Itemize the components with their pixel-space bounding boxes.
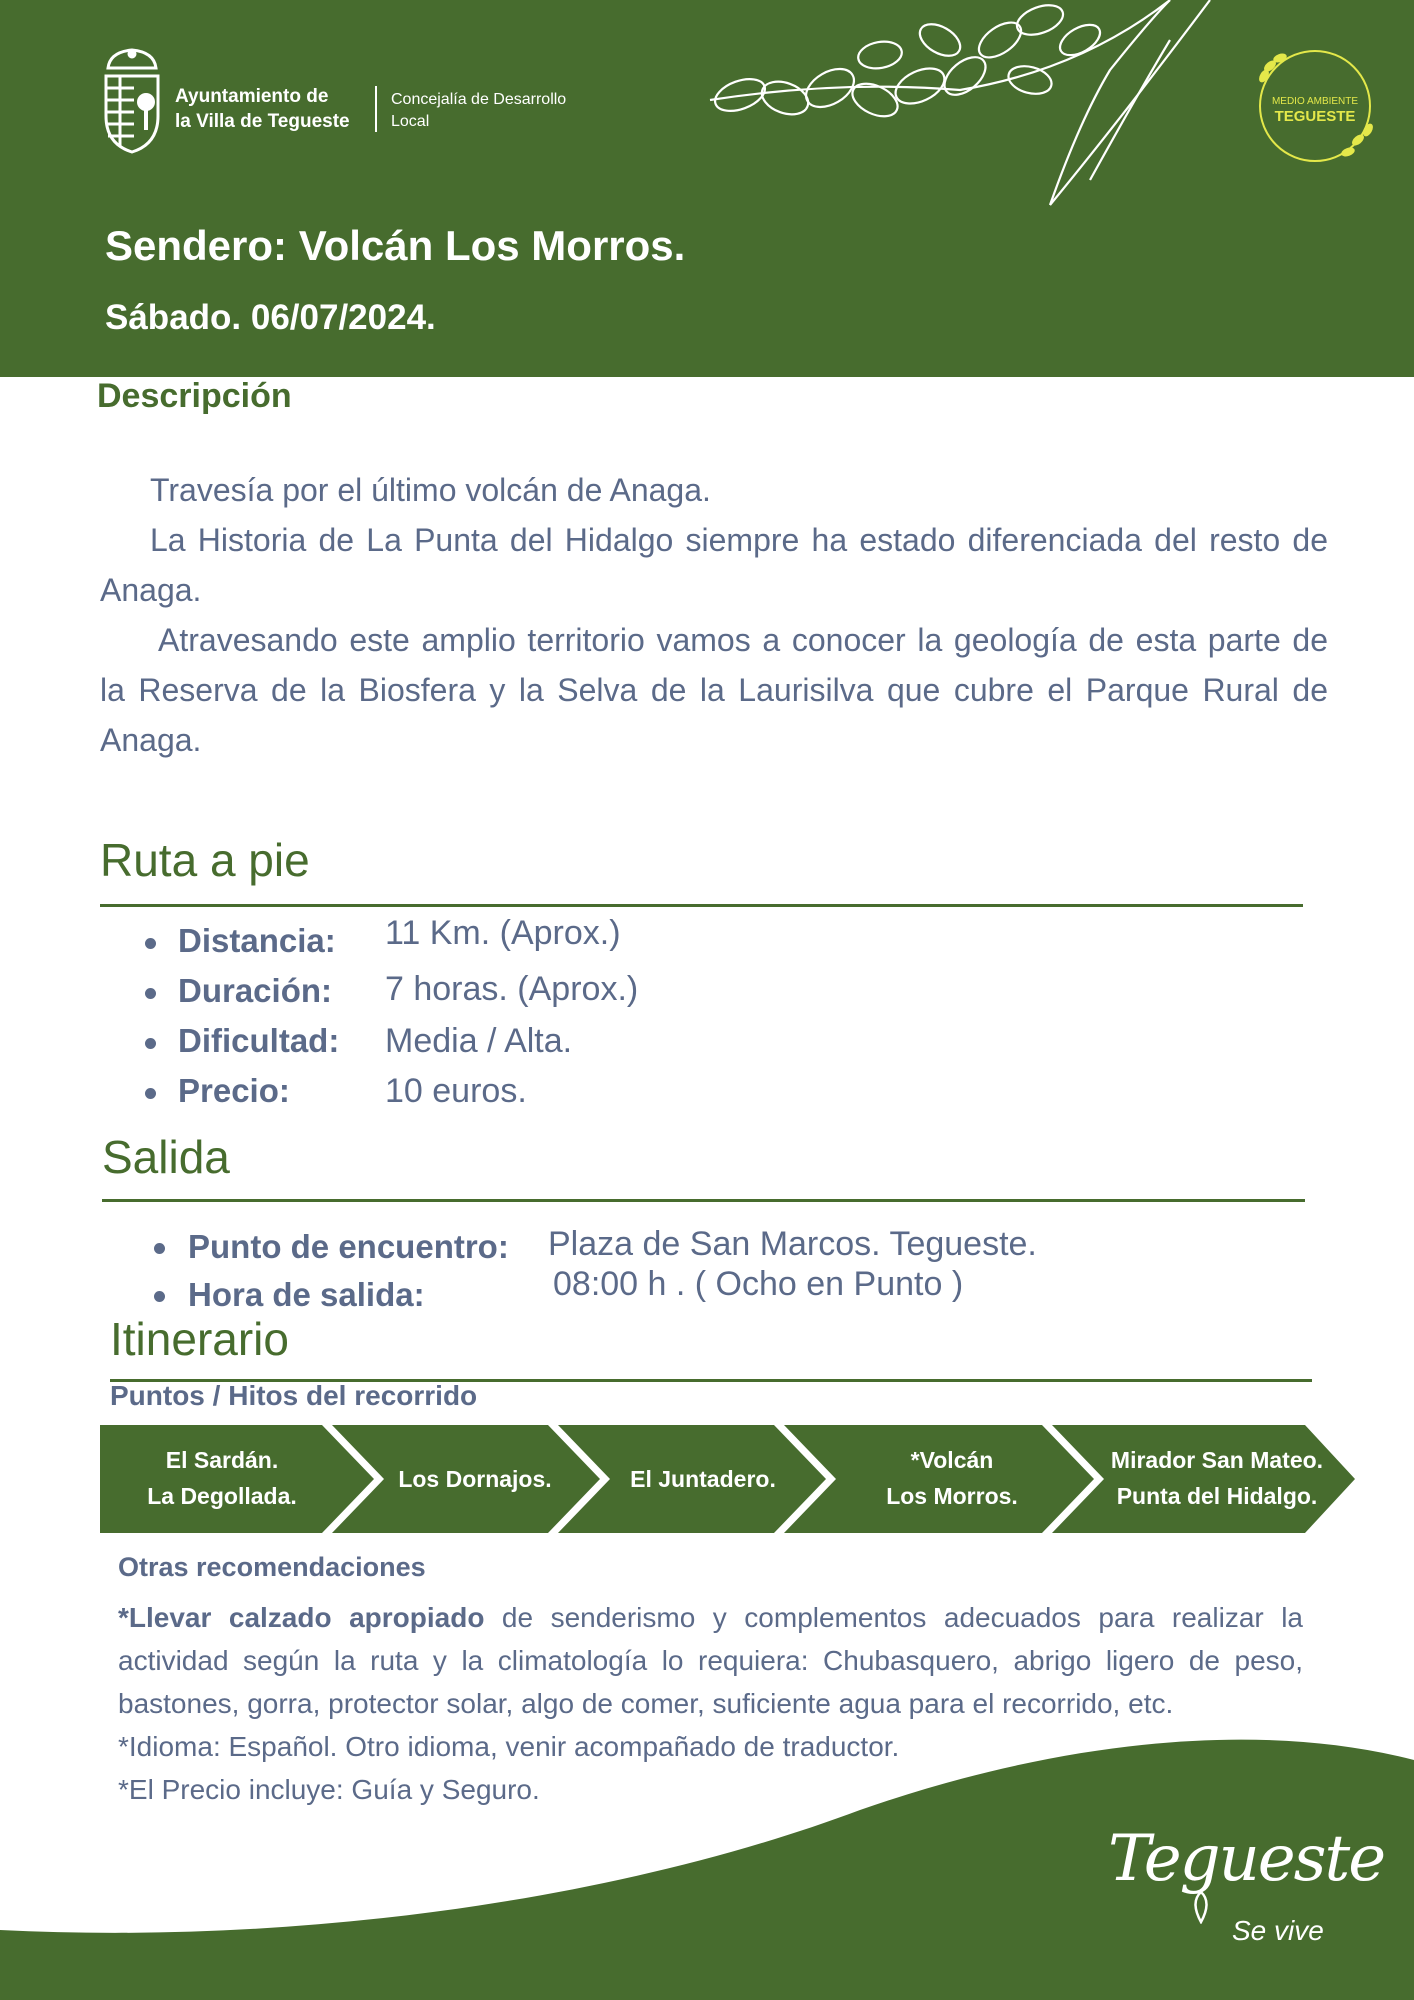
seal-line-2: TEGUESTE	[1274, 108, 1356, 125]
departure-heading: Salida	[102, 1131, 230, 1183]
price-note: *El Precio incluye: Guía y Seguro.	[118, 1774, 540, 1805]
leaf-icon	[1188, 1890, 1214, 1924]
environment-seal-logo	[1250, 48, 1380, 166]
event-date: Sábado. 06/07/2024.	[105, 298, 436, 337]
footwear-recommendation	[118, 1596, 1303, 1725]
departure-value-meeting-point: Plaza de San Marcos. Tegueste.	[548, 1225, 1037, 1263]
itinerary-step-1-line-2: La Degollada.	[147, 1483, 297, 1509]
bullet-dot	[154, 1243, 165, 1254]
route-value-distance: 11 Km. (Aprox.)	[385, 914, 621, 952]
description-heading: Descripción	[97, 377, 292, 415]
recommendations-body	[118, 1596, 1303, 1811]
description-paragraph: Travesía por el último volcán de Anaga.	[150, 472, 711, 508]
itinerary-step-4-line-1: *Volcán	[910, 1447, 994, 1473]
botanical-illustration	[700, 0, 1240, 210]
route-heading: Ruta a pie	[100, 834, 310, 886]
itinerary-step-3-line-1: El Juntadero.	[630, 1466, 776, 1492]
description-paragraph: Atravesando este amplio territorio vamos a conocer la geología de esta parte de la Reserva de la Biosfera y la Selva de la Laurisilva que cubre el Parque Rural de Anaga.	[100, 622, 1328, 758]
bullet-dot	[145, 1038, 156, 1049]
department-line-1: Concejalía de Desarrollo	[391, 91, 567, 108]
seal-line-1: MEDIO AMBIENTE	[1271, 96, 1359, 107]
footwear-text: de senderismo y complementos adecuados para realizar la actividad según la ruta y la climatología lo requiera: Chubasquero, abrigo ligero de peso, bastones, gorra, protector solar, algo de comer, suficiente agua para el recorrido, etc.	[118, 1602, 1304, 1719]
footwear-lead: *Llevar calzado apropiado	[118, 1602, 485, 1633]
description-body	[100, 465, 1328, 765]
description-paragraph: La Historia de La Punta del Hidalgo siempre ha estado diferenciada del resto de Anaga.	[100, 522, 1328, 608]
itinerary-step	[100, 1425, 374, 1533]
brand-tagline: Se vive	[1232, 1915, 1324, 1946]
departure-divider	[102, 1199, 1305, 1202]
itinerary-step	[784, 1425, 1094, 1533]
itinerary-heading: Itinerario	[110, 1313, 289, 1365]
bullet-dot	[145, 988, 156, 999]
itinerary-step-1-line-1: El Sardán.	[165, 1447, 279, 1473]
page-title: Sendero: Volcán Los Morros.	[105, 222, 686, 269]
municipality-name	[175, 84, 350, 134]
municipality-line-2: la Villa de Tegueste	[175, 111, 350, 132]
department-line-2: Local	[391, 113, 430, 130]
bullet-dot	[145, 938, 156, 949]
route-label-distance: Distancia:	[178, 922, 336, 959]
route-label-price: Precio:	[178, 1072, 290, 1109]
departure-value-time: 08:00 h . ( Ocho en Punto )	[553, 1265, 964, 1303]
route-value-difficulty: Media / Alta.	[385, 1022, 573, 1060]
recommendations-heading: Otras recomendaciones	[118, 1552, 426, 1582]
tegueste-brand-logo: Tegueste	[1108, 1822, 1385, 1896]
itinerary-subheading: Puntos / Hitos del recorrido	[110, 1380, 478, 1411]
route-label-duration: Duración:	[178, 972, 333, 1009]
bullet-dot	[154, 1291, 165, 1302]
bullet-dot	[145, 1088, 156, 1099]
route-value-duration: 7 horas. (Aprox.)	[385, 970, 639, 1008]
municipality-line-1: Ayuntamiento de	[175, 86, 329, 107]
itinerary-step-5-line-1: Mirador San Mateo.	[1110, 1447, 1324, 1473]
route-value-price: 10 euros.	[385, 1072, 527, 1110]
itinerary-step-4-line-2: Los Morros.	[886, 1483, 1018, 1509]
itinerary-step-2-line-1: Los Dornajos.	[398, 1466, 552, 1492]
language-note: *Idioma: Español. Otro idioma, venir acompañado de traductor.	[118, 1731, 900, 1762]
departure-label-time: Hora de salida:	[188, 1276, 425, 1313]
itinerary-chevron-flow	[100, 1423, 1360, 1537]
department-name	[391, 89, 566, 133]
coat-of-arms-logo	[100, 46, 164, 156]
route-divider	[100, 904, 1303, 907]
route-label-difficulty: Dificultad:	[178, 1022, 340, 1059]
header-divider	[375, 86, 377, 132]
itinerary-step-5-line-2: Punta del Hidalgo.	[1116, 1483, 1318, 1509]
itinerary-step	[1052, 1425, 1355, 1533]
departure-label-meeting-point: Punto de encuentro:	[188, 1228, 509, 1265]
